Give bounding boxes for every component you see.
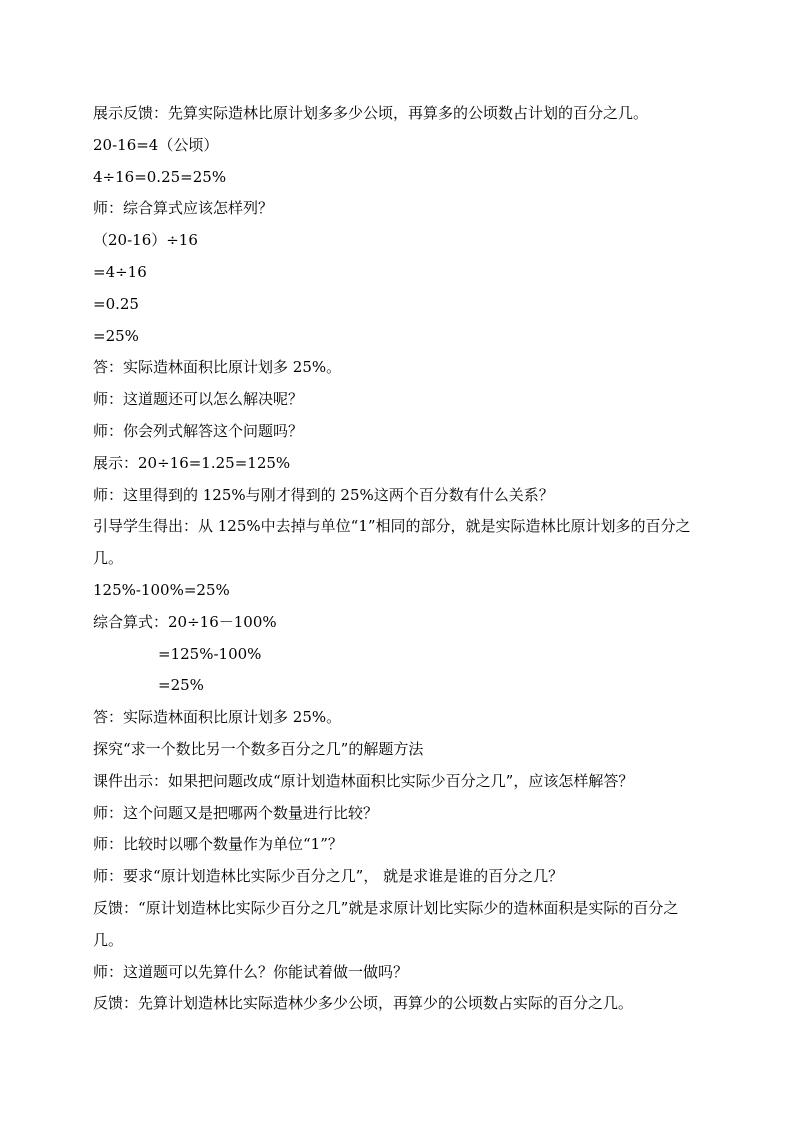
text-line: =25% bbox=[158, 676, 204, 695]
text-line: =25% bbox=[93, 326, 139, 345]
text-line: 师：这道题可以先算什么？你能试着做一做吗？ bbox=[93, 962, 409, 981]
text-line: 展示反馈：先算实际造林比原计划多多少公顷，再算多的公顷数占计划的百分之几。 bbox=[93, 104, 649, 122]
text-line: =125%-100% bbox=[158, 644, 262, 663]
text-line: 4÷16=0.25=25% bbox=[93, 167, 227, 186]
text-line: 课件出示：如果把问题改成“原计划造林面积比实际少百分之几”，应该怎样解答？ bbox=[93, 771, 634, 790]
text-line: 125%-100%=25% bbox=[93, 580, 230, 599]
text-line: 20-16=4（公顷） bbox=[93, 135, 219, 154]
text-line: 师：综合算式应该怎样列？ bbox=[93, 199, 274, 218]
text-line: 师：你会列式解答这个问题吗？ bbox=[93, 421, 304, 440]
text-line: 综合算式：20÷16－100% bbox=[93, 612, 277, 631]
text-line: 引导学生得出：从 125%中去掉与单位“1”相同的部分，就是实际造林比原计划多的百分之几。 bbox=[93, 517, 691, 568]
text-line: 答：实际造林面积比原计划多 25%。 bbox=[93, 358, 342, 377]
text-line: 反馈：“原计划造林比实际少百分之几”就是求原计划比实际少的造林面积是实际的百分之几。 bbox=[93, 898, 679, 949]
text-line: 答：实际造林面积比原计划多 25%。 bbox=[93, 708, 342, 727]
text-line: 反馈：先算计划造林比实际造林少多少公顷，再算少的公顷数占实际的百分之几。 bbox=[93, 994, 634, 1013]
text-line: =0.25 bbox=[93, 294, 139, 313]
text-line: （20-16）÷16 bbox=[93, 231, 198, 250]
text-line: 师：比较时以哪个数量作为单位“1”？ bbox=[93, 835, 343, 854]
text-line: 师：这个问题又是把哪两个数量进行比较？ bbox=[93, 803, 379, 822]
text-line: 师：要求“原计划造林比实际少百分之几”， 就是求谁是谁的百分之几？ bbox=[93, 867, 564, 886]
text-line: =4÷16 bbox=[93, 262, 147, 281]
text-line: 师：这道题还可以怎么解决呢？ bbox=[93, 390, 304, 409]
text-line: 展示：20÷16=1.25=125% bbox=[93, 453, 291, 472]
document-body bbox=[93, 98, 705, 1020]
text-line: 师：这里得到的 125%与刚才得到的 25%这两个百分数有什么关系？ bbox=[93, 485, 554, 504]
text-line: 探究“求一个数比另一个数多百分之几”的解题方法 bbox=[93, 739, 424, 758]
